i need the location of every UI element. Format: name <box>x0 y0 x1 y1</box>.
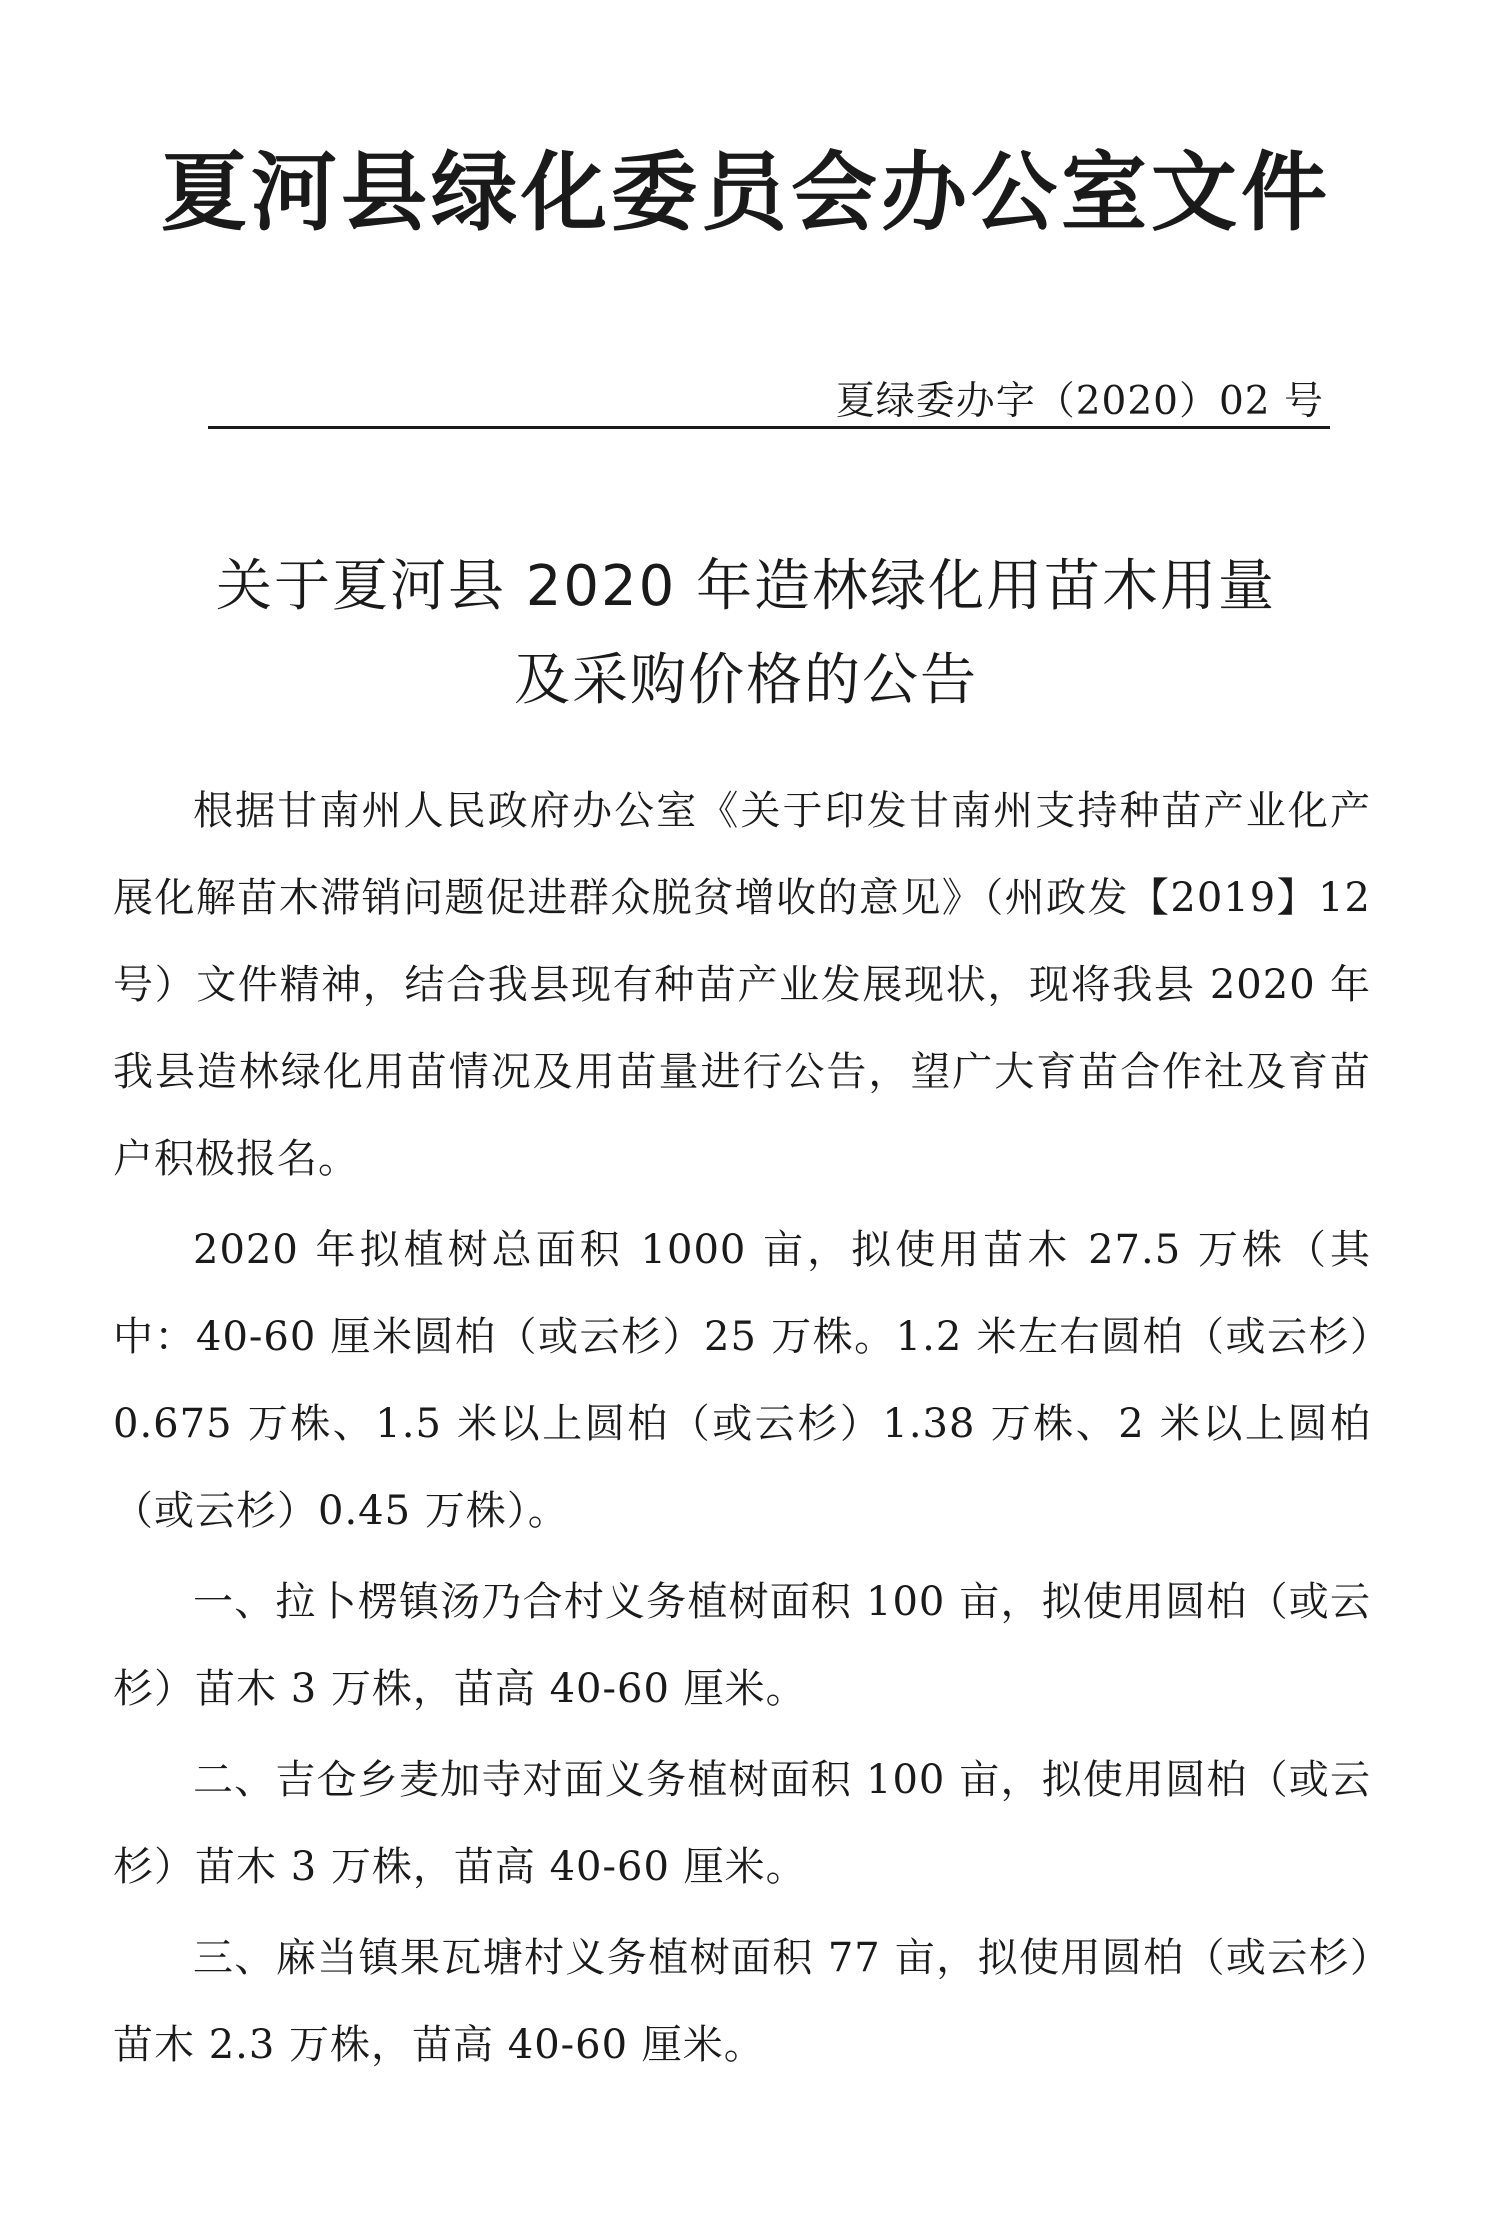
notice-title-line-2: 及采购价格的公告 <box>514 648 978 713</box>
notice-title <box>0 540 1492 728</box>
document-number: 夏绿委办字（2020）02 号 <box>835 379 1324 424</box>
body-paragraph-intro: 根据甘南州人民政府办公室《关于印发甘南州支持种苗产业化产展化解苗木滞销问题促进群众脱贫增收的意见》（州政发【2019】12 号）文件精神，结合我县现有种苗产业发展现状，现将我县 2020 年我县造林绿化用苗情况及用苗量进行公告，望广大育苗合作社及育苗户积极报名。 <box>113 788 1371 1182</box>
notice-title-line-1: 关于夏河县 2020 年造林绿化用苗木用量 <box>215 554 1277 619</box>
body-paragraph-item-2: 二、吉仓乡麦加寺对面义务植树面积 100 亩，拟使用圆柏（或云杉）苗木 3 万株，苗高 40-60 厘米。 <box>113 1757 1371 1890</box>
notice-body <box>113 768 1371 2089</box>
issuer-title: 夏河县绿化委员会办公室文件 <box>161 143 1331 243</box>
body-paragraph-summary: 2020 年拟植树总面积 1000 亩，拟使用苗木 27.5 万株（其中：40-60 厘米圆柏（或云杉）25 万株。1.2 米左右圆柏（或云杉）0.675 万株、1.5 米以上圆柏（或云杉）1.38 万株、2 米以上圆柏（或云杉）0.45 万株）。 <box>113 1227 1371 1534</box>
header-divider <box>208 426 1330 429</box>
body-paragraph-item-1: 一、拉卜楞镇汤乃合村义务植树面积 100 亩，拟使用圆柏（或云杉）苗木 3 万株，苗高 40-60 厘米。 <box>113 1579 1371 1712</box>
body-paragraph-item-3: 三、麻当镇果瓦塘村义务植树面积 77 亩，拟使用圆柏（或云杉）苗木 2.3 万株，苗高 40-60 厘米。 <box>113 1935 1371 2068</box>
